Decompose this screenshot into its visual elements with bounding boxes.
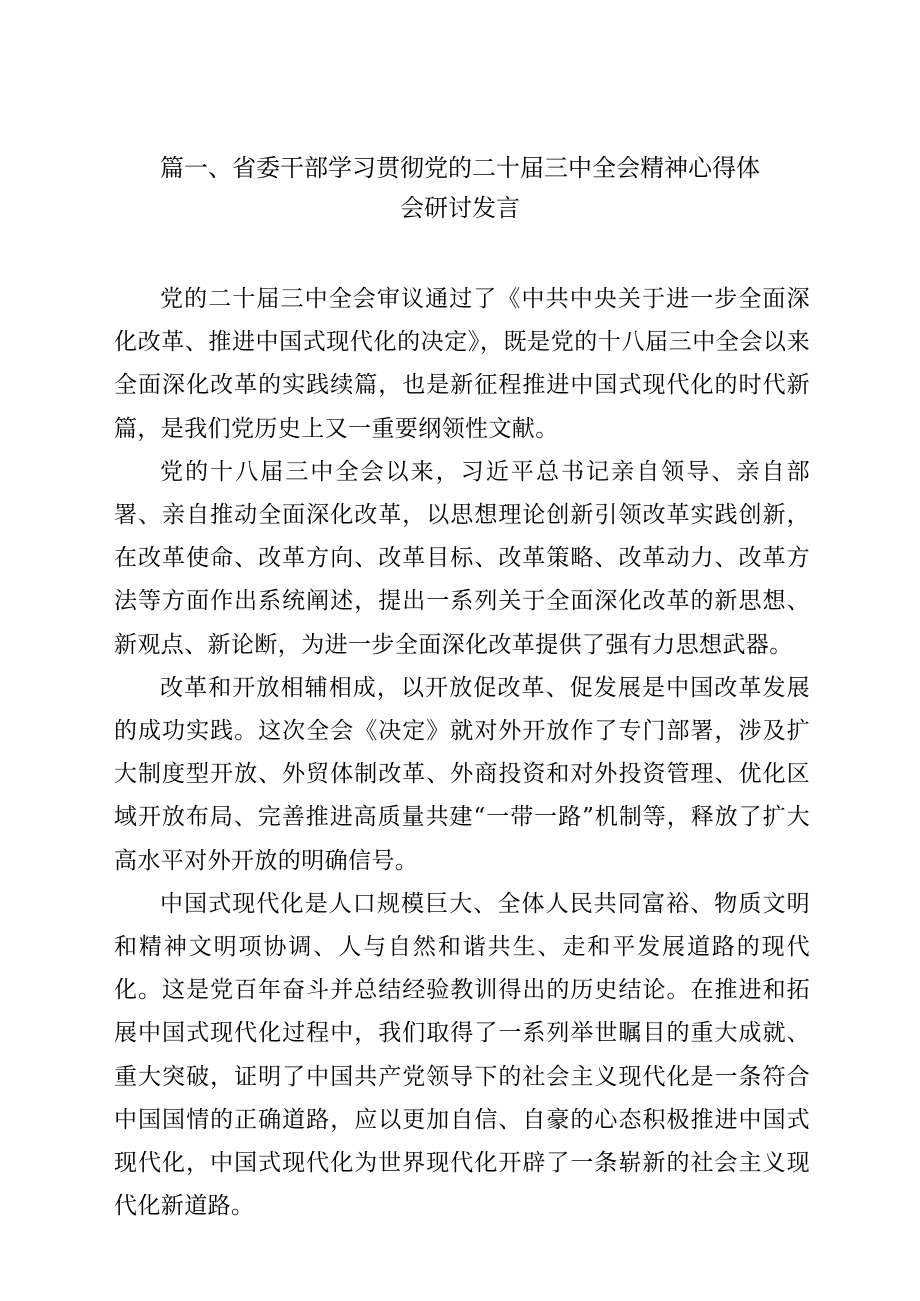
paragraph-1: 党的二十届三中全会审议通过了《中共中央关于进一步全面深化改革、推进中国式现代化的决定》，既是党的十八届三中全会以来全面深化改革的实践续篇，也是新征程推进中国式现代化的时代新篇，是我们党历史上又一重要纲领性文献。 <box>114 286 810 442</box>
paragraph-4: 中国式现代化是人口规模巨大、全体人民共同富裕、物质文明和精神文明项协调、人与自然和谐共生、走和平发展道路的现代化。这是党百年奋斗并总结经验教训得出的历史结论。在推进和拓展中国式现代化过程中，我们取得了一系列举世瞩目的重大成就、重大突破，证明了中国共产党领导下的社会主义现代化是一条符合中国国情的正确道路，应以更加自信、自豪的心态积极推进中国式现代化，中国式现代化为世界现代化开辟了一条崭新的社会主义现代化新道路。 <box>114 890 810 1220</box>
paragraph-2: 党的十八届三中全会以来，习近平总书记亲自领导、亲自部署、亲自推动全面深化改革，以思想理论创新引领改革实践创新，在改革使命、改革方向、改革目标、改革策略、改革动力、改革方法等方面作出系统阐述，提出一系列关于全面深化改革的新思想、新观点、新论断，为进一步全面深化改革提供了强有力思想武器。 <box>114 458 810 658</box>
paragraph-3: 改革和开放相辅相成，以开放促改革、促发展是中国改革发展的成功实践。这次全会《决定》就对外开放作了专门部署，涉及扩大制度型开放、外贸体制改革、外商投资和对外投资管理、优化区域开放布局、完善推进高质量共建“一带一路”机制等，释放了扩大高水平对外开放的明确信号。 <box>114 674 810 874</box>
document-body <box>114 278 810 1228</box>
document-title <box>100 148 820 228</box>
title-line-1: 篇一、省委干部学习贯彻党的二十届三中全会精神心得体 <box>160 154 760 182</box>
title-line-2: 会研讨发言 <box>400 194 520 222</box>
